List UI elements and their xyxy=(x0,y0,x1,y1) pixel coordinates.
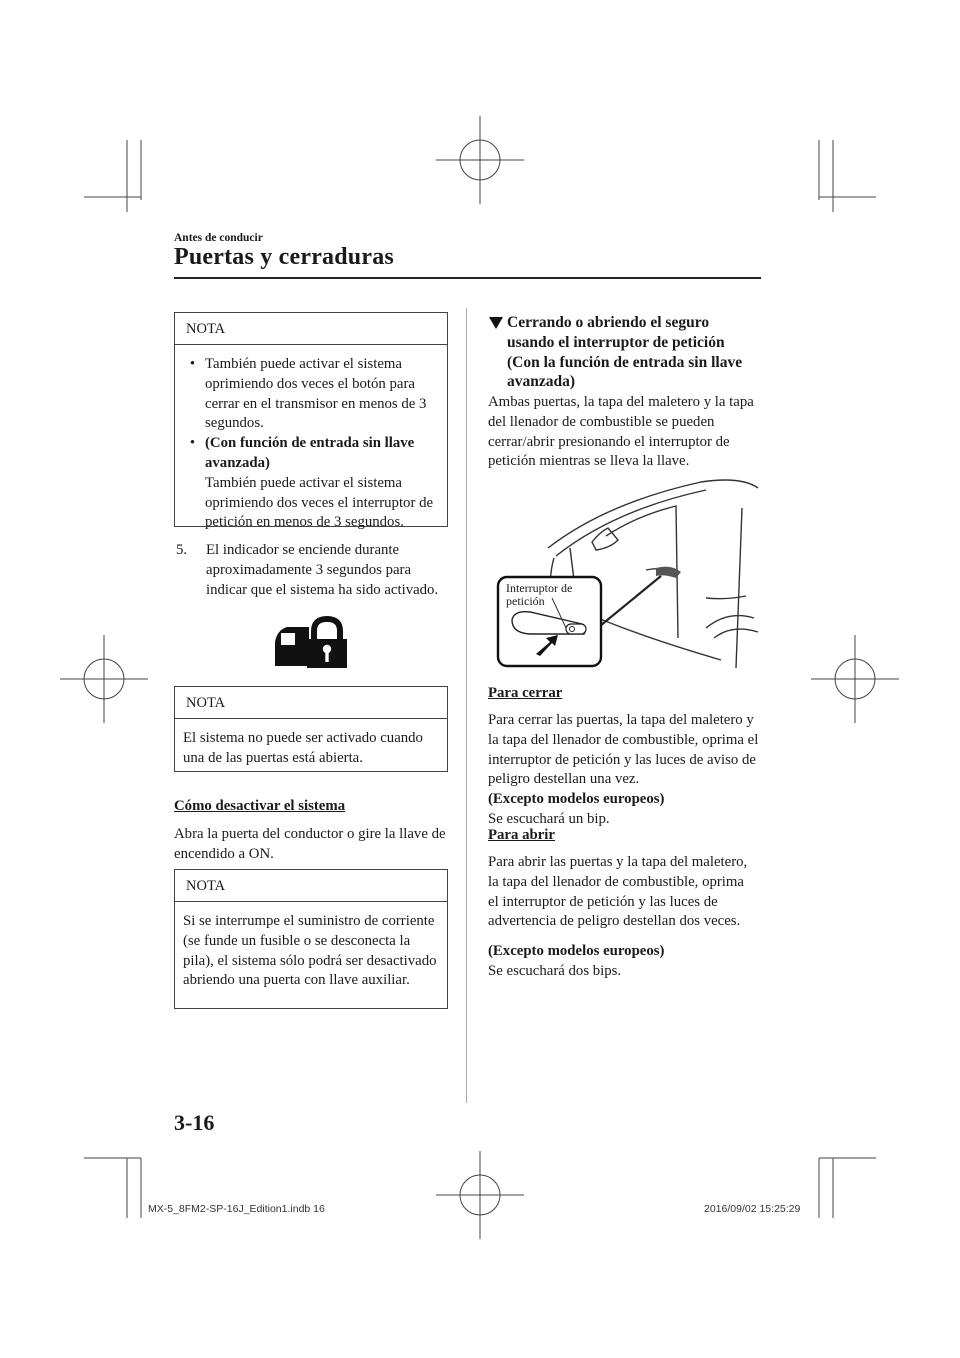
title-rule xyxy=(174,277,761,279)
car-door-illustration xyxy=(496,478,762,670)
note-label: NOTA xyxy=(175,313,447,345)
lock-heading: Para cerrar xyxy=(488,685,563,701)
figure-label: Interruptor de xyxy=(506,581,573,595)
note-bullet-condition: (Con función de entrada sin llave avanzada) xyxy=(205,435,415,471)
triangle-bullet-icon xyxy=(488,316,504,330)
unlock-condition: (Excepto modelos europeos) xyxy=(488,943,665,959)
bullet-icon: • xyxy=(189,356,196,372)
deactivate-heading: Cómo desactivar el sistema xyxy=(174,798,346,814)
step-number: 5. xyxy=(176,542,188,558)
note-label: NOTA xyxy=(175,870,447,902)
request-switch-intro: Ambas puertas, la tapa del maletero y la tapa del llenador de combustible se pueden cerrar/abrir presionando el interruptor de petición mientras se lleva la llave. xyxy=(488,394,754,470)
request-switch-heading-text: Cerrando o abriendo el seguro usando el interruptor de petición (Con la función de entrada sin llave avanzada) xyxy=(507,314,743,391)
figure-label: petición xyxy=(506,594,545,608)
footer-date: 2016/09/02 15:25:29 xyxy=(704,1203,801,1215)
note-bullet-1 xyxy=(183,355,439,434)
bullet-icon: • xyxy=(189,435,196,452)
section-label: Antes de conducir xyxy=(174,232,263,244)
note-bullet-text: También puede activar el sistema oprimiendo dos veces el interruptor de petición en menos de 3 segundos. xyxy=(205,474,434,531)
footer-file: MX-5_8FM2-SP-16J_Edition1.indb 16 xyxy=(148,1203,325,1215)
note-box-1 xyxy=(174,312,448,531)
deactivate-text: Abra la puerta del conductor o gire la llave de encendido a ON. xyxy=(174,826,446,862)
step-5 xyxy=(174,541,446,600)
lock-text: Para cerrar las puertas, la tapa del maletero y la tapa del llenador de combustible, oprima el interruptor de petición y las luces de aviso de peligro destellan una vez. xyxy=(488,712,759,788)
note-box-3 xyxy=(174,869,448,1009)
unlock-text: Para abrir las puertas y la tapa del maletero, la tapa del llenador de combustible, oprima el interruptor de petición y las luces de advertencia de peligro destellan dos veces. xyxy=(488,854,748,930)
request-switch-heading xyxy=(488,313,760,392)
lock-condition: (Excepto modelos europeos) xyxy=(488,791,665,807)
note-text: El sistema no puede ser activado cuando una de las puertas está abierta. xyxy=(183,730,423,766)
security-indicator-lock-icon xyxy=(271,616,347,669)
note-label: NOTA xyxy=(175,687,447,719)
note-bullet-2 xyxy=(183,434,439,533)
unlock-heading: Para abrir xyxy=(488,827,555,843)
note-bullet-text: También puede activar el sistema oprimiendo dos veces el botón para cerrar en el transmisor en menos de 3 segundos. xyxy=(205,356,427,432)
note-text: Si se interrumpe el suministro de corriente (se funde un fusible o se desconecta la pila), el sistema sólo podrá ser desactivado abriendo una puerta con llave auxiliar. xyxy=(183,913,437,989)
note-box-2 xyxy=(174,686,448,772)
step-text: El indicador se enciende durante aproximadamente 3 segundos para indicar que el sistema ha sido activado. xyxy=(206,542,439,598)
request-switch-figure xyxy=(496,478,762,670)
page-number: 3-16 xyxy=(174,1110,215,1135)
lock-beep: Se escuchará un bip. xyxy=(488,811,610,827)
page-title: Puertas y cerraduras xyxy=(174,244,394,270)
unlock-beep: Se escuchará dos bips. xyxy=(488,963,622,979)
column-divider xyxy=(466,308,467,1103)
